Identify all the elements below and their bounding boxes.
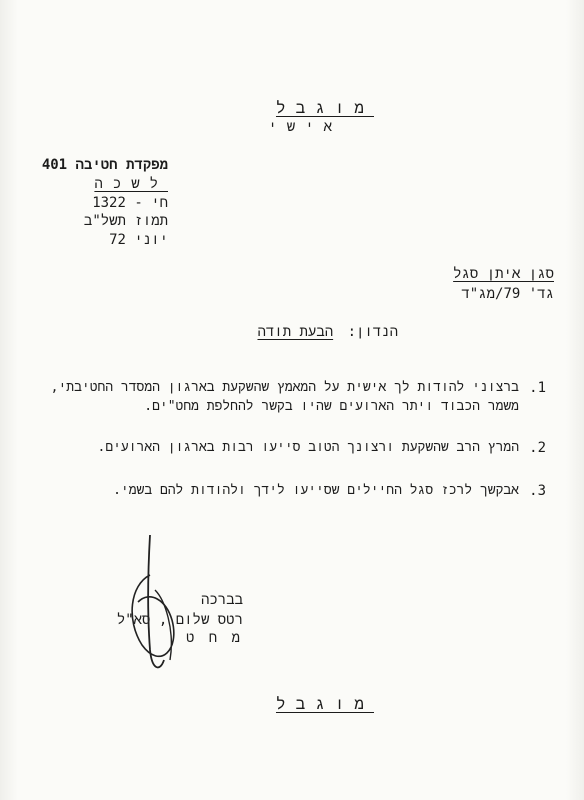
sender-unit: מפקדת חטיבה 401 — [41, 157, 168, 173]
hebrew-date: תמוז תשל"ב — [83, 213, 168, 229]
paragraph-1-line-2: משמר הכבוד ויתר הארועים שהיו בקשר להחלפת מחט"ים. — [144, 399, 519, 414]
bureau: לשכה — [94, 176, 168, 192]
subject-label: הנדון: — [347, 324, 398, 340]
paragraph-2-number: 2. — [529, 440, 546, 456]
subject-text: הבעת תודה — [257, 324, 334, 340]
signer-name: רטס שלום , סא"ל — [116, 612, 243, 628]
closing-greeting: בברכה — [200, 592, 243, 608]
classification-header: מוגבל — [275, 98, 374, 117]
paragraph-3-number: 3. — [529, 483, 546, 499]
personal-marking: אישי — [268, 119, 342, 135]
paragraph-1-number: 1. — [529, 380, 546, 396]
classification-footer: מוגבל — [275, 694, 374, 713]
paragraph-3-line-1: אבקשך לרכז סגל החיילים שסייעו לידך ולהודות להם בשמי. — [113, 483, 519, 498]
paragraph-2-line-1: המרץ הרב שהשקעת ורצונך הטוב סייעו רבות בארגון הארועים. — [97, 440, 519, 455]
recipient-name: סגן איתן סגל — [453, 266, 554, 282]
recipient-unit: גד' 79/מג"ד — [461, 286, 554, 302]
paragraph-1-line-1: ברצוני להודות לך אישית על המאמץ שהשקעת בארגון המסדר החטיבתי, — [50, 380, 519, 395]
signer-title: מ ח ט — [185, 630, 243, 646]
gregorian-date: יוני 72 — [109, 232, 168, 248]
subject-line — [257, 324, 398, 341]
reference-number: חי - 1322 — [92, 195, 168, 211]
handwritten-signature — [120, 530, 200, 680]
